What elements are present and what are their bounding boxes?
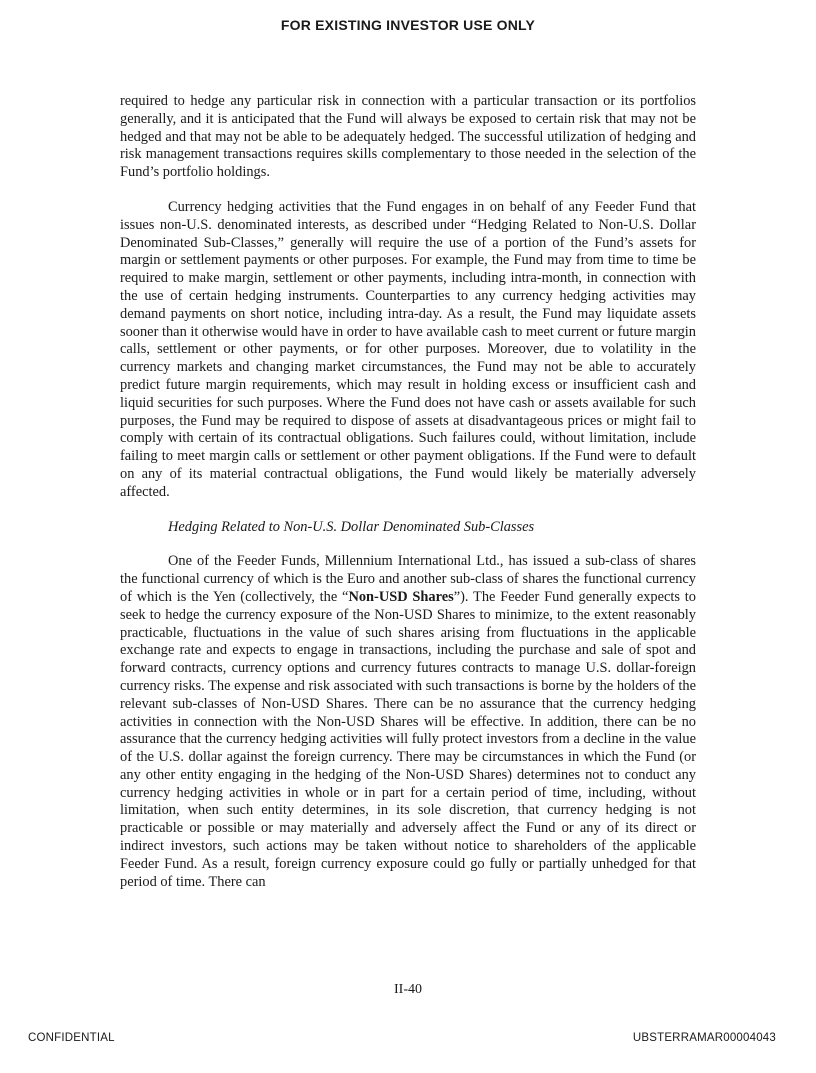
paragraph-gap <box>120 536 696 553</box>
bates-number: UBSTERRAMAR00004043 <box>632 1032 776 1044</box>
section-subheading: Hedging Related to Non-U.S. Dollar Denominated Sub-Classes <box>168 518 535 535</box>
paragraph-gap <box>120 502 696 519</box>
document-body <box>120 93 696 891</box>
paragraph-currency-hedging: Currency hedging activities that the Fund engages in on behalf of any Feeder Fund that issues non-U.S. denominated interests, as described under “Hedging Related to Non-U.S. Dollar Denominated Sub-Classes,” generally will require the use of a portion of the Fund’s assets for margin or settlement payments or other purposes. For example, the Fund may from time to time be required to make margin, settlement or other payments, including intra-month, in connection with the use of certain hedging instruments. Counterparties to any currency hedging activities may demand payments on short notice, including intra-day. As a result, the Fund may liquidate assets sooner than it otherwise would have in order to have available cash to meet current or future margin calls, settlement or other payments, or for other purposes. Moreover, due to volatility in the currency markets and changing market circumstances, the Fund may not be able to accurately predict future margin requirements, which may result in holding excess or insufficient cash and liquid securities for such purposes. Where the Fund does not have cash or assets available for such purposes, the Fund may be required to dispose of assets at disadvantageous prices or might fail to comply with certain of its contractual obligations. Such failures could, without limitation, include failing to meet margin calls or settlement or other payment obligations. If the Fund were to default on any of its material contractual obligations, the Fund would likely be materially adversely affected. <box>120 198 696 500</box>
page-header: FOR EXISTING INVESTOR USE ONLY <box>280 17 536 33</box>
paragraph-text-rest: ”). The Feeder Fund generally expects to seek to hedge the currency exposure of the Non-USD Shares to minimize, to the extent reasonably practicable, fluctuations in the value of such shares arising from fluctuations in the applicable exchange rate and expects to engage in transactions, including the purchase and sale of spot and forward contracts, currency options and currency futures contracts to manage U.S. dollar-foreign currency risks. The expense and risk associated with such transactions is borne by the holders of the relevant sub-classes of Non-USD Shares. There can be no assurance that the currency hedging activities in connection with the Non-USD Shares will be effective. In addition, there can be no assurance that the currency hedging activities will fully protect investors from a decline in the value of the U.S. dollar against the foreign currency. There may be circumstances in which the Fund (or any other entity engaging in the hedging of the Non-USD Shares) determines not to conduct any currency hedging activities in whole or in part for a certain period of time, including, without limitation, when such entity determines, in its sole discretion, that currency hedging is not practicable or possible or may materially and adversely affect the Fund or any of its direct or indirect investors, such actions may be taken without notice to shareholders of the applicable Feeder Fund. As a result, foreign currency exposure could go fully or partially unhedged for that period of time. There can <box>120 588 696 890</box>
confidential-label: CONFIDENTIAL <box>28 1032 115 1044</box>
paragraph-gap <box>120 182 696 199</box>
paragraph-non-usd-hedging <box>120 553 696 891</box>
defined-term: Non-USD Shares <box>348 588 454 605</box>
paragraph-continued: required to hedge any particular risk in connection with a particular transaction or its portfolios generally, and it is anticipated that the Fund will always be exposed to certain risk that may not be hedged and that may not be able to be adequately hedged. The successful utilization of hedging and risk management transactions requires skills complementary to those needed in the selection of the Fund’s portfolio holdings. <box>120 93 696 181</box>
paragraph-text-start: One of the Feeder Funds, Millennium International Ltd., has issued a sub-class of shares the functional currency of which is the Euro and another sub-class of shares the functional currency of which is the Yen (collectively, the “ <box>120 553 696 605</box>
page-number: II-40 <box>394 982 422 997</box>
